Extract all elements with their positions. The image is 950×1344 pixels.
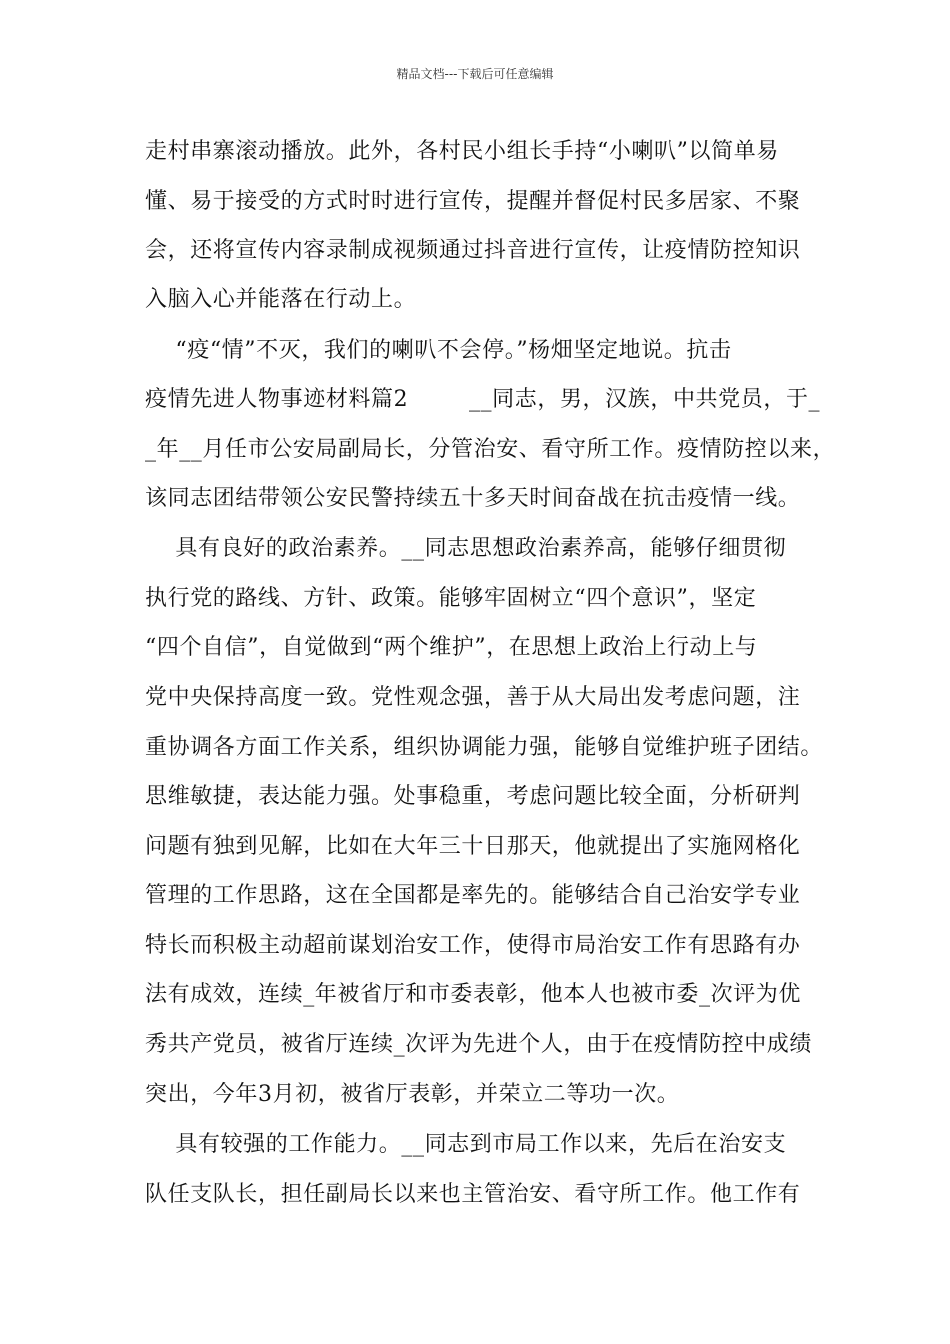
body-line: 该同志团结带领公安民警持续五十多天时间奋战在抗击疫情一线。 — [145, 486, 801, 511]
page-header: 精品文档---下载后可任意编辑 — [396, 67, 554, 81]
body-line: 问题有独到见解，比如在大年三十日那天，他就提出了实施网格化 — [145, 834, 801, 859]
body-line: “四个自信”，自觉做到“两个维护”，在思想上政治上行动上与 — [145, 635, 758, 660]
body-line: 突出，今年3月初，被省厅表彰，并荣立二等功一次。 — [145, 1082, 680, 1107]
body-line: 党中央保持高度一致。党性观念强，善于从大局出发考虑问题，注 — [145, 685, 801, 710]
body-line: 会，还将宣传内容录制成视频通过抖音进行宣传，让疫情防控知识 — [145, 238, 801, 263]
body-line: 懂、易于接受的方式时时进行宣传，提醒并督促村民多居家、不聚 — [145, 189, 801, 214]
body-line: 队任支队长，担任副局长以来也主管治安、看守所工作。他工作有 — [145, 1182, 801, 1207]
body-line: 执行党的路线、方针、政策。能够牢固树立“四个意识”，坚定 — [145, 586, 757, 611]
body-line: 具有良好的政治素养。__同志思想政治素养高，能够仔细贯彻 — [145, 536, 787, 561]
body-line: 法有成效，连续_年被省厅和市委表彰，他本人也被市委_次评为优 — [145, 982, 802, 1007]
body-line: 疫情先进人物事迹材料篇2 __同志，男，汉族，中共党员，于_ — [145, 387, 821, 412]
body-line: 秀共产党员，被省厅连续_次评为先进个人，由于在疫情防控中成绩 — [145, 1032, 813, 1057]
body-line: 特长而积极主动超前谋划治安工作，使得市局治安工作有思路有办 — [145, 933, 801, 958]
body-line: _年__月任市公安局副局长，分管治安、看守所工作。疫情防控以来， — [145, 437, 836, 462]
body-line: 入脑入心并能落在行动上。 — [145, 287, 417, 312]
body-line: 具有较强的工作能力。__同志到市局工作以来，先后在治安支 — [145, 1132, 787, 1157]
body-line: 重协调各方面工作关系，组织协调能力强，能够自觉维护班子团结。 — [145, 735, 824, 760]
body-line: 走村串寨滚动播放。此外，各村民小组长手持“小喇叭”以简单易 — [145, 139, 779, 164]
body-line: “疫“情”不灭，我们的喇叭不会停。”杨畑坚定地说。抗击 — [145, 338, 732, 363]
body-line: 管理的工作思路，这在全国都是率先的。能够结合自己治安学专业 — [145, 883, 801, 908]
body-line: 思维敏捷，表达能力强。处事稳重，考虑问题比较全面，分析研判 — [145, 784, 801, 809]
